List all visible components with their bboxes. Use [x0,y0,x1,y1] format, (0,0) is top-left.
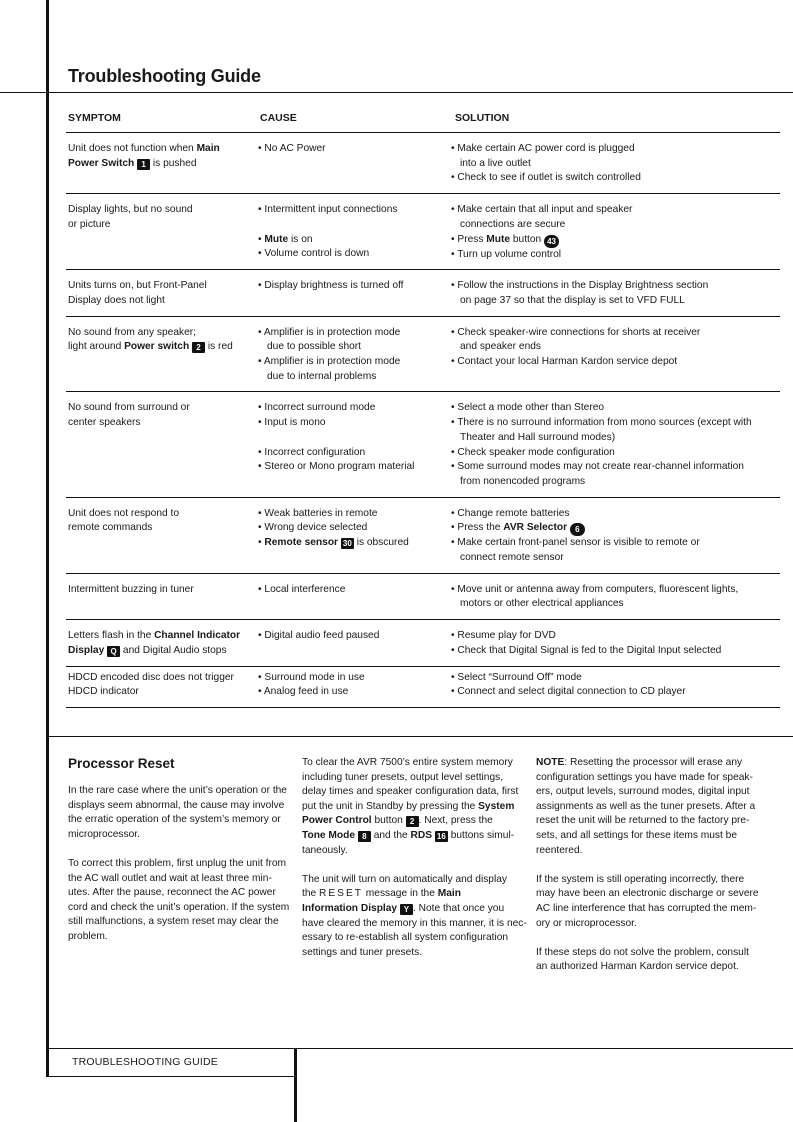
paragraph: To clear the AVR 7500’s entire system memory including tuner presets, output level settings, delay times and speaker configuration data, first put the unit in Standby by pressing the System Power Control button 2 . Next, press the Tone Mode 8 and the RDS 16 buttons simul- taneously. [302,757,519,856]
cause-cell: • Amplifier is in protection mode due to possible short • Amplifier is in protection mode due to internal problems [258,326,401,382]
symptom-cell: Letters flash in the Channel Indicator Display Q and Digital Audio stops [68,630,241,656]
table-row [66,392,780,497]
reset-column-2 [302,756,527,975]
footer-label: TROUBLESHOOTING GUIDE [72,1056,218,1068]
symptom-cell: Intermittent buzzing in tuner [68,583,194,595]
cause-cell: • No AC Power [258,143,326,154]
cause-cell: • Local interference [258,583,346,595]
troubleshooting-table [66,112,780,708]
key-badge: 2 [192,342,205,353]
table-row [66,667,780,708]
paragraph: In the rare case where the unit’s operation or the displays seem abnormal, the cause may involve the erratic operation of the system’s memory or microprocessor. [68,785,287,840]
key-badge: 8 [358,831,371,842]
section-title: Processor Reset [68,756,175,771]
key-badge: Y [400,904,413,915]
solution-cell: • Make certain AC power cord is plugged into a live outlet • Check to see if outlet is switch controlled [451,143,641,184]
cause-cell: • Digital audio feed paused [258,630,380,642]
cause-cell: • Surround mode in use • Analog feed in use [258,671,365,698]
header-solution: SOLUTION [455,112,510,124]
symptom-cell: HDCD encoded disc does not trigger HDCD indicator [68,671,234,698]
cause-cell: • Intermittent input connections • Mute is on • Volume control is down [258,204,398,260]
reset-column-3 [536,756,759,990]
symptom-cell: Units turns on, but Front-Panel Display does not light [68,280,207,306]
solution-cell: • Select a mode other than Stereo • There is no surround information from mono sources (except with Theater and Hall surround modes) • Check speaker mode configuration • Some surround modes may not create rear-channel information from nonencoded programs [451,402,752,487]
symptom-cell: Unit does not function when Main Power Switch 1 is pushed [68,143,220,169]
footer-rule [48,1048,793,1049]
table-row [66,270,780,316]
paragraph: NOTE: Resetting the processor will erase any configuration settings you have made for speak- ers, output levels, surround modes, digital input assignments as well as the tuner presets. After a reset the unit will be returned to the factory pre- sets, and all settings for these items must be reentered. [536,757,756,856]
table-row [66,620,780,666]
cause-cell: • Weak batteries in remote • Wrong device selected • Remote sensor 30 is obscured [258,507,409,549]
table-row [66,498,780,574]
solution-cell: • Resume play for DVD • Check that Digital Signal is fed to the Digital Input selected [451,630,722,656]
key-badge: 16 [435,831,448,842]
solution-cell: • Select “Surround Off” mode • Connect and select digital connection to CD player [451,671,686,698]
table-row [66,194,780,270]
cause-cell: • Incorrect surround mode • Input is mono • Incorrect configuration • Stereo or Mono program material [258,402,415,473]
table-row [66,574,780,620]
cause-cell: • Display brightness is turned off [258,280,404,292]
solution-cell: • Check speaker-wire connections for shorts at receiver and speaker ends • Contact your local Harman Kardon service depot [451,326,701,368]
key-badge: 43 [544,235,559,248]
solution-cell: • Change remote batteries • Press the AVR Selector 6 • Make certain front-panel sensor is visible to remote or connect remote sensor [451,507,700,564]
table-header [66,112,780,133]
paragraph: The unit will turn on automatically and display the RESET message in the Main Information Display Y . Note that once you have cleared the memory in this manner, it is nec- essary to re-establish all system configuration settings and tuner presets. [302,873,527,958]
key-badge: Q [107,646,120,657]
reset-column-1 [68,756,290,959]
section-rule [48,736,793,737]
footer-divider-rule [294,1049,297,1122]
table-row [66,317,780,393]
solution-cell: • Make certain that all input and speaker connections are secure • Press Mute button 43 • Turn up volume control [451,204,633,260]
symptom-cell: No sound from surround or center speakers [68,402,190,429]
key-badge: 6 [570,523,585,536]
solution-cell: • Move unit or antenna away from computers, fluorescent lights, motors or other electrical appliances [451,583,739,610]
left-margin-rule [46,0,49,1077]
table-row [66,133,780,194]
footer-bottom-rule [48,1076,296,1077]
paragraph: If the system is still operating incorrectly, there may have been an electronic discharge or severe AC line interference that has corrupted the mem- ory or microprocessor. [536,873,759,929]
solution-cell: • Follow the instructions in the Display Brightness section on page 37 so that the display is set to VFD FULL [451,280,709,306]
key-badge: 2 [406,816,419,827]
header-cause: CAUSE [260,112,297,124]
paragraph: If these steps do not solve the problem, consult an authorized Harman Kardon service depot. [536,946,749,973]
paragraph: To correct this problem, first unplug the unit from the AC wall outlet and wait at least three min- utes. After the pause, reconnect the AC power cord and check the unit’s operation. If the system still malfunctions, a system reset may clear the problem. [68,857,290,942]
key-badge: 1 [137,159,150,170]
page-title: Troubleshooting Guide [68,66,261,86]
key-badge: 30 [341,538,354,549]
symptom-cell: Unit does not respond to remote commands [68,507,180,534]
symptom-cell: Display lights, but no sound or picture [68,204,193,230]
title-rule [0,92,793,93]
symptom-cell: No sound from any speaker; light around Power switch 2 is red [68,326,233,353]
header-symptom: SYMPTOM [68,112,121,124]
